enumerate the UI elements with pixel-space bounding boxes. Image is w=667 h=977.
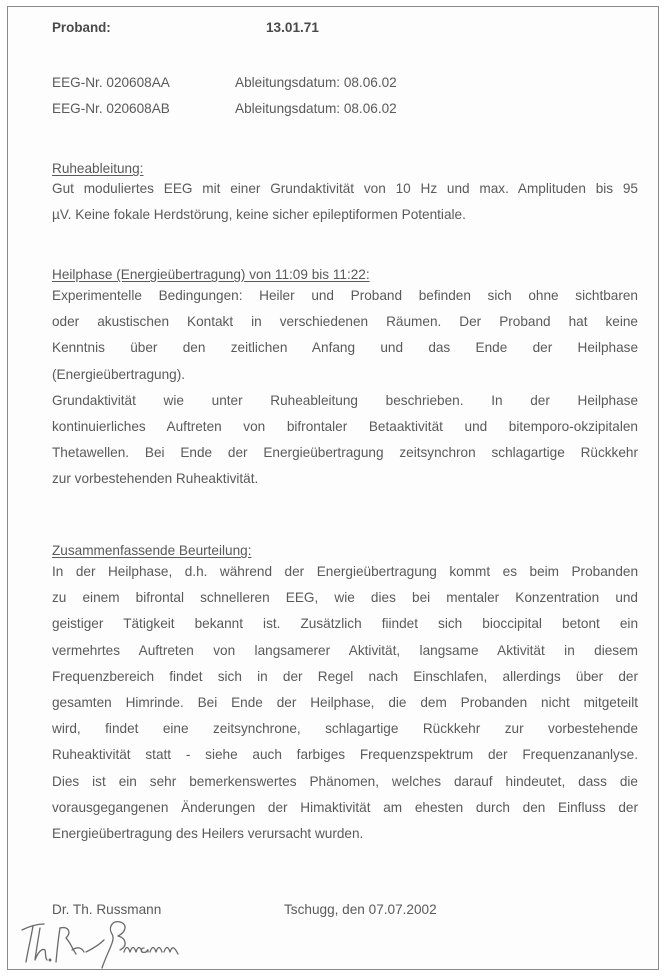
proband-value: 13.01.71 [266, 20, 319, 35]
summary-line: gesamten Himrinde. Bei Ende der Heilphase, die dem Probanden nicht mitgeteilt [52, 695, 638, 711]
healing-line: Experimentelle Bedingungen: Heiler und Proband befinden sich ohne sichtbaren [52, 288, 638, 303]
healing-line: kontinuierliches Auftreten von bifrontaler Betaaktivität und bitemporo-okzipitalen [52, 419, 638, 435]
recording-date-1: Ableitungsdatum: 08.06.02 [235, 75, 397, 90]
summary-line: Dies ist ein sehr bemerkenswertes Phänomen, welches darauf hindeutet, dass die [52, 773, 638, 789]
summary-heading: Zusammenfassende Beurteilung: [52, 543, 252, 558]
rest-line: Gut moduliertes EEG mit einer Grundaktivität von 10 Hz und max. Amplituden bis 95 [52, 181, 638, 196]
healing-line: oder akustischen Kontakt in verschiedenen Räumen. Der Proband hat keine [52, 314, 638, 330]
summary-line: vorausgegangenen Änderungen der Himaktivität am ehesten durch den Einfluss der [52, 799, 638, 815]
summary-paragraph [52, 559, 638, 847]
rest-heading: Ruheableitung: [52, 161, 144, 176]
healing-line: (Energieübertragung). [52, 366, 185, 382]
healing-line: Kenntnis über den zeitlichen Anfang und das Ende der Heilphase [52, 340, 638, 356]
healing-paragraph [52, 283, 638, 493]
healing-line: Thetawellen. Bei Ende der Energieübertragung zeitsynchron schlagartige Rückkehr [52, 445, 638, 461]
summary-line: Frequenzbereich findet sich in der Regel nach Einschlafen, allerdings über der [52, 668, 638, 684]
summary-line: geistiger Tätigkeit bekannt ist. Zusätzlich fiindet sich bioccipital betont ein [52, 616, 638, 632]
eeg-number-2: EEG-Nr. 020608AB [52, 101, 170, 116]
proband-label: Proband: [52, 20, 111, 35]
healing-heading: Heilphase (Energieübertragung) von 11:09 bis 11:22: [52, 267, 370, 282]
author-name: Dr. Th. Russmann [52, 902, 162, 917]
summary-line: Energieübertragung des Heilers verursacht wurden. [52, 826, 364, 842]
summary-line: zu einem bifrontal schnelleren EEG, wie dies bei mentaler Konzentration und [52, 590, 638, 606]
summary-line: wird, findet eine zeitsynchrone, schlagartige Rückkehr zur vorbestehende [52, 721, 638, 737]
place-date: Tschugg, den 07.07.2002 [284, 902, 437, 917]
eeg-number-1: EEG-Nr. 020608AA [52, 75, 170, 90]
rest-paragraph [52, 176, 638, 228]
recording-date-2: Ableitungsdatum: 08.06.02 [235, 101, 397, 116]
healing-line: Grundaktivität wie unter Ruheableitung beschrieben. In der Heilphase [52, 392, 638, 408]
summary-line: Ruheaktivität statt - siehe auch farbiges Frequenzspektrum der Frequenzananlyse. [52, 747, 638, 763]
signature-icon [16, 918, 236, 970]
rest-line: µV. Keine fokale Herdstörung, keine sicher epileptiformen Potentiale. [52, 207, 466, 223]
summary-line: vermehrtes Auftreten von langsamerer Aktivität, langsame Aktivität in diesem [52, 642, 638, 658]
healing-line: zur vorbestehenden Ruheaktivität. [52, 471, 259, 487]
summary-line: In der Heilphase, d.h. während der Energieübertragung kommt es beim Probanden [52, 564, 638, 579]
